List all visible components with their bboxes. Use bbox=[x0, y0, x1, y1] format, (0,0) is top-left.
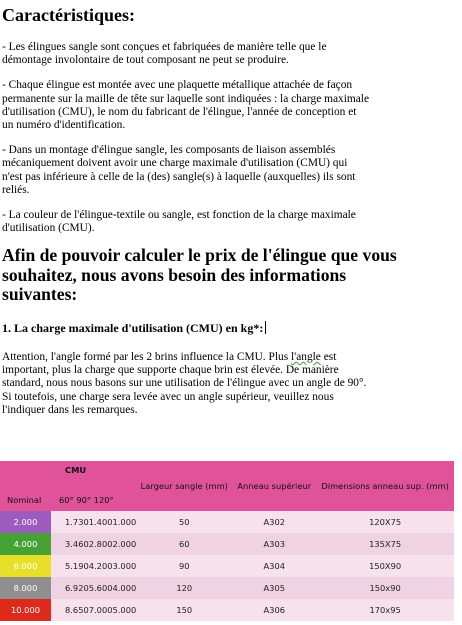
text-span: Attention, l'angle formé par les 2 brins influence la CMU. Plus bbox=[2, 350, 291, 363]
anneau-cell: A304 bbox=[263, 561, 286, 571]
header-anneau: Anneau supérieur bbox=[237, 481, 312, 491]
anneau-cell: A305 bbox=[263, 583, 286, 593]
page-content bbox=[2, 0, 458, 417]
table-row bbox=[0, 511, 454, 533]
text-line: important, plus la charge que supporte chaque brin est élevée. De manière bbox=[2, 364, 339, 377]
paragraph-color bbox=[2, 209, 458, 235]
text-line: Afin de pouvoir calculer le prix de l'élingue que vous bbox=[2, 245, 397, 266]
dimensions-cell: 170x95 bbox=[369, 605, 401, 615]
text-span: est bbox=[320, 350, 337, 363]
text-line: - La couleur de l'élingue-textile ou sangle, est fonction de la charge maximale bbox=[2, 209, 356, 222]
cmu-question[interactable] bbox=[2, 321, 458, 335]
header-nominal: Nominal bbox=[7, 495, 42, 505]
text-line: démontage involontaire de tout composant ne peut se produire. bbox=[2, 54, 289, 67]
table-row bbox=[0, 577, 454, 599]
paragraph-label-plate bbox=[2, 79, 458, 132]
nominal-cell: 6.000 bbox=[0, 555, 51, 577]
text-line: l'indiquer dans les remarques. bbox=[2, 403, 138, 416]
largeur-cell: 120 bbox=[176, 583, 193, 593]
nominal-cell: 2.000 bbox=[0, 511, 51, 533]
text-line: standard, nous nous basons sur une utilisation de l'élingue avec un angle de 90°. bbox=[2, 377, 367, 390]
anneau-cell: A303 bbox=[263, 539, 286, 549]
nominal-cell: 10.000 bbox=[0, 599, 51, 621]
header-largeur: Largeur sangle (mm) bbox=[140, 481, 228, 491]
angles-cell: 8.6507.0005.000 bbox=[65, 605, 137, 615]
text-line: souhaitez, nous avons besoin des informations bbox=[2, 264, 347, 285]
cmu-question-label: 1. La charge maximale d'utilisation (CMU) en kg*: bbox=[2, 320, 264, 335]
angles-cell: 6.9205.6004.000 bbox=[65, 583, 137, 593]
header-angles: 60° 90° 120° bbox=[59, 495, 114, 505]
text-line: - Dans un montage d'élingue sangle, les composants de liaison assemblés bbox=[2, 144, 336, 157]
text-line: d'utilisation (CMU). bbox=[2, 222, 95, 235]
angles-cell: 3.4602.8002.000 bbox=[65, 539, 137, 549]
text-line: - Chaque élingue est montée avec une plaquette métallique attachée de façon bbox=[2, 79, 353, 92]
angles-cell: 1.7301.4001.000 bbox=[65, 517, 137, 527]
text-line: permanente sur la maille de tête sur laquelle sont indiquées : la charge maximale bbox=[2, 92, 370, 105]
paragraph-design bbox=[2, 41, 458, 67]
header-cmu-label: CMU bbox=[65, 465, 87, 475]
dimensions-cell: 150x90 bbox=[369, 583, 401, 593]
text-line: d'utilisation (CMU), le nom du fabricant de l'élingue, l'année de conception et bbox=[2, 105, 357, 118]
text-cursor bbox=[265, 321, 266, 334]
largeur-cell: 50 bbox=[178, 517, 190, 527]
text-line: reliés. bbox=[2, 183, 30, 196]
largeur-cell: 150 bbox=[176, 605, 193, 615]
table-row bbox=[0, 555, 454, 577]
header-cmu bbox=[51, 461, 136, 511]
section-title bbox=[2, 246, 458, 305]
nominal-cell: 4.000 bbox=[0, 533, 51, 555]
largeur-cell: 90 bbox=[178, 561, 190, 571]
cmu-table bbox=[0, 461, 454, 621]
paragraph-components bbox=[2, 144, 458, 197]
text-line: - Les élingues sangle sont conçues et fabriquées de manière telle que le bbox=[2, 41, 327, 53]
largeur-cell: 60 bbox=[178, 539, 190, 549]
header-dimensions: Dimensions anneau sup. (mm) bbox=[321, 481, 449, 491]
angles-cell: 5.1904.2003.000 bbox=[65, 561, 137, 571]
spellcheck-word: l'angle bbox=[290, 350, 321, 363]
table-row bbox=[0, 533, 454, 555]
anneau-cell: A306 bbox=[263, 605, 286, 615]
text-line: mécaniquement doivent avoir une charge maximale d'utilisation (CMU) qui bbox=[2, 157, 348, 170]
anneau-cell: A302 bbox=[263, 517, 286, 527]
text-line bbox=[2, 351, 458, 364]
nominal-cell: 8.000 bbox=[0, 577, 51, 599]
dimensions-cell: 135X75 bbox=[369, 539, 402, 549]
text-line: un numéro d'identification. bbox=[2, 119, 126, 132]
page-title: Caractéristiques: bbox=[2, 5, 135, 25]
table-header-row bbox=[0, 461, 454, 511]
angle-note bbox=[2, 351, 458, 417]
text-line: suivantes: bbox=[2, 284, 78, 305]
text-line: n'est pas inférieure à celle de la (des) sangle(s) à laquelle (auxquelles) ils sont bbox=[2, 170, 356, 183]
dimensions-cell: 150X90 bbox=[369, 561, 402, 571]
dimensions-cell: 120X75 bbox=[369, 517, 402, 527]
text-line: Si toutefois, une charge sera levée avec un angle supérieur, veuillez nous bbox=[2, 390, 334, 403]
table-row bbox=[0, 599, 454, 621]
